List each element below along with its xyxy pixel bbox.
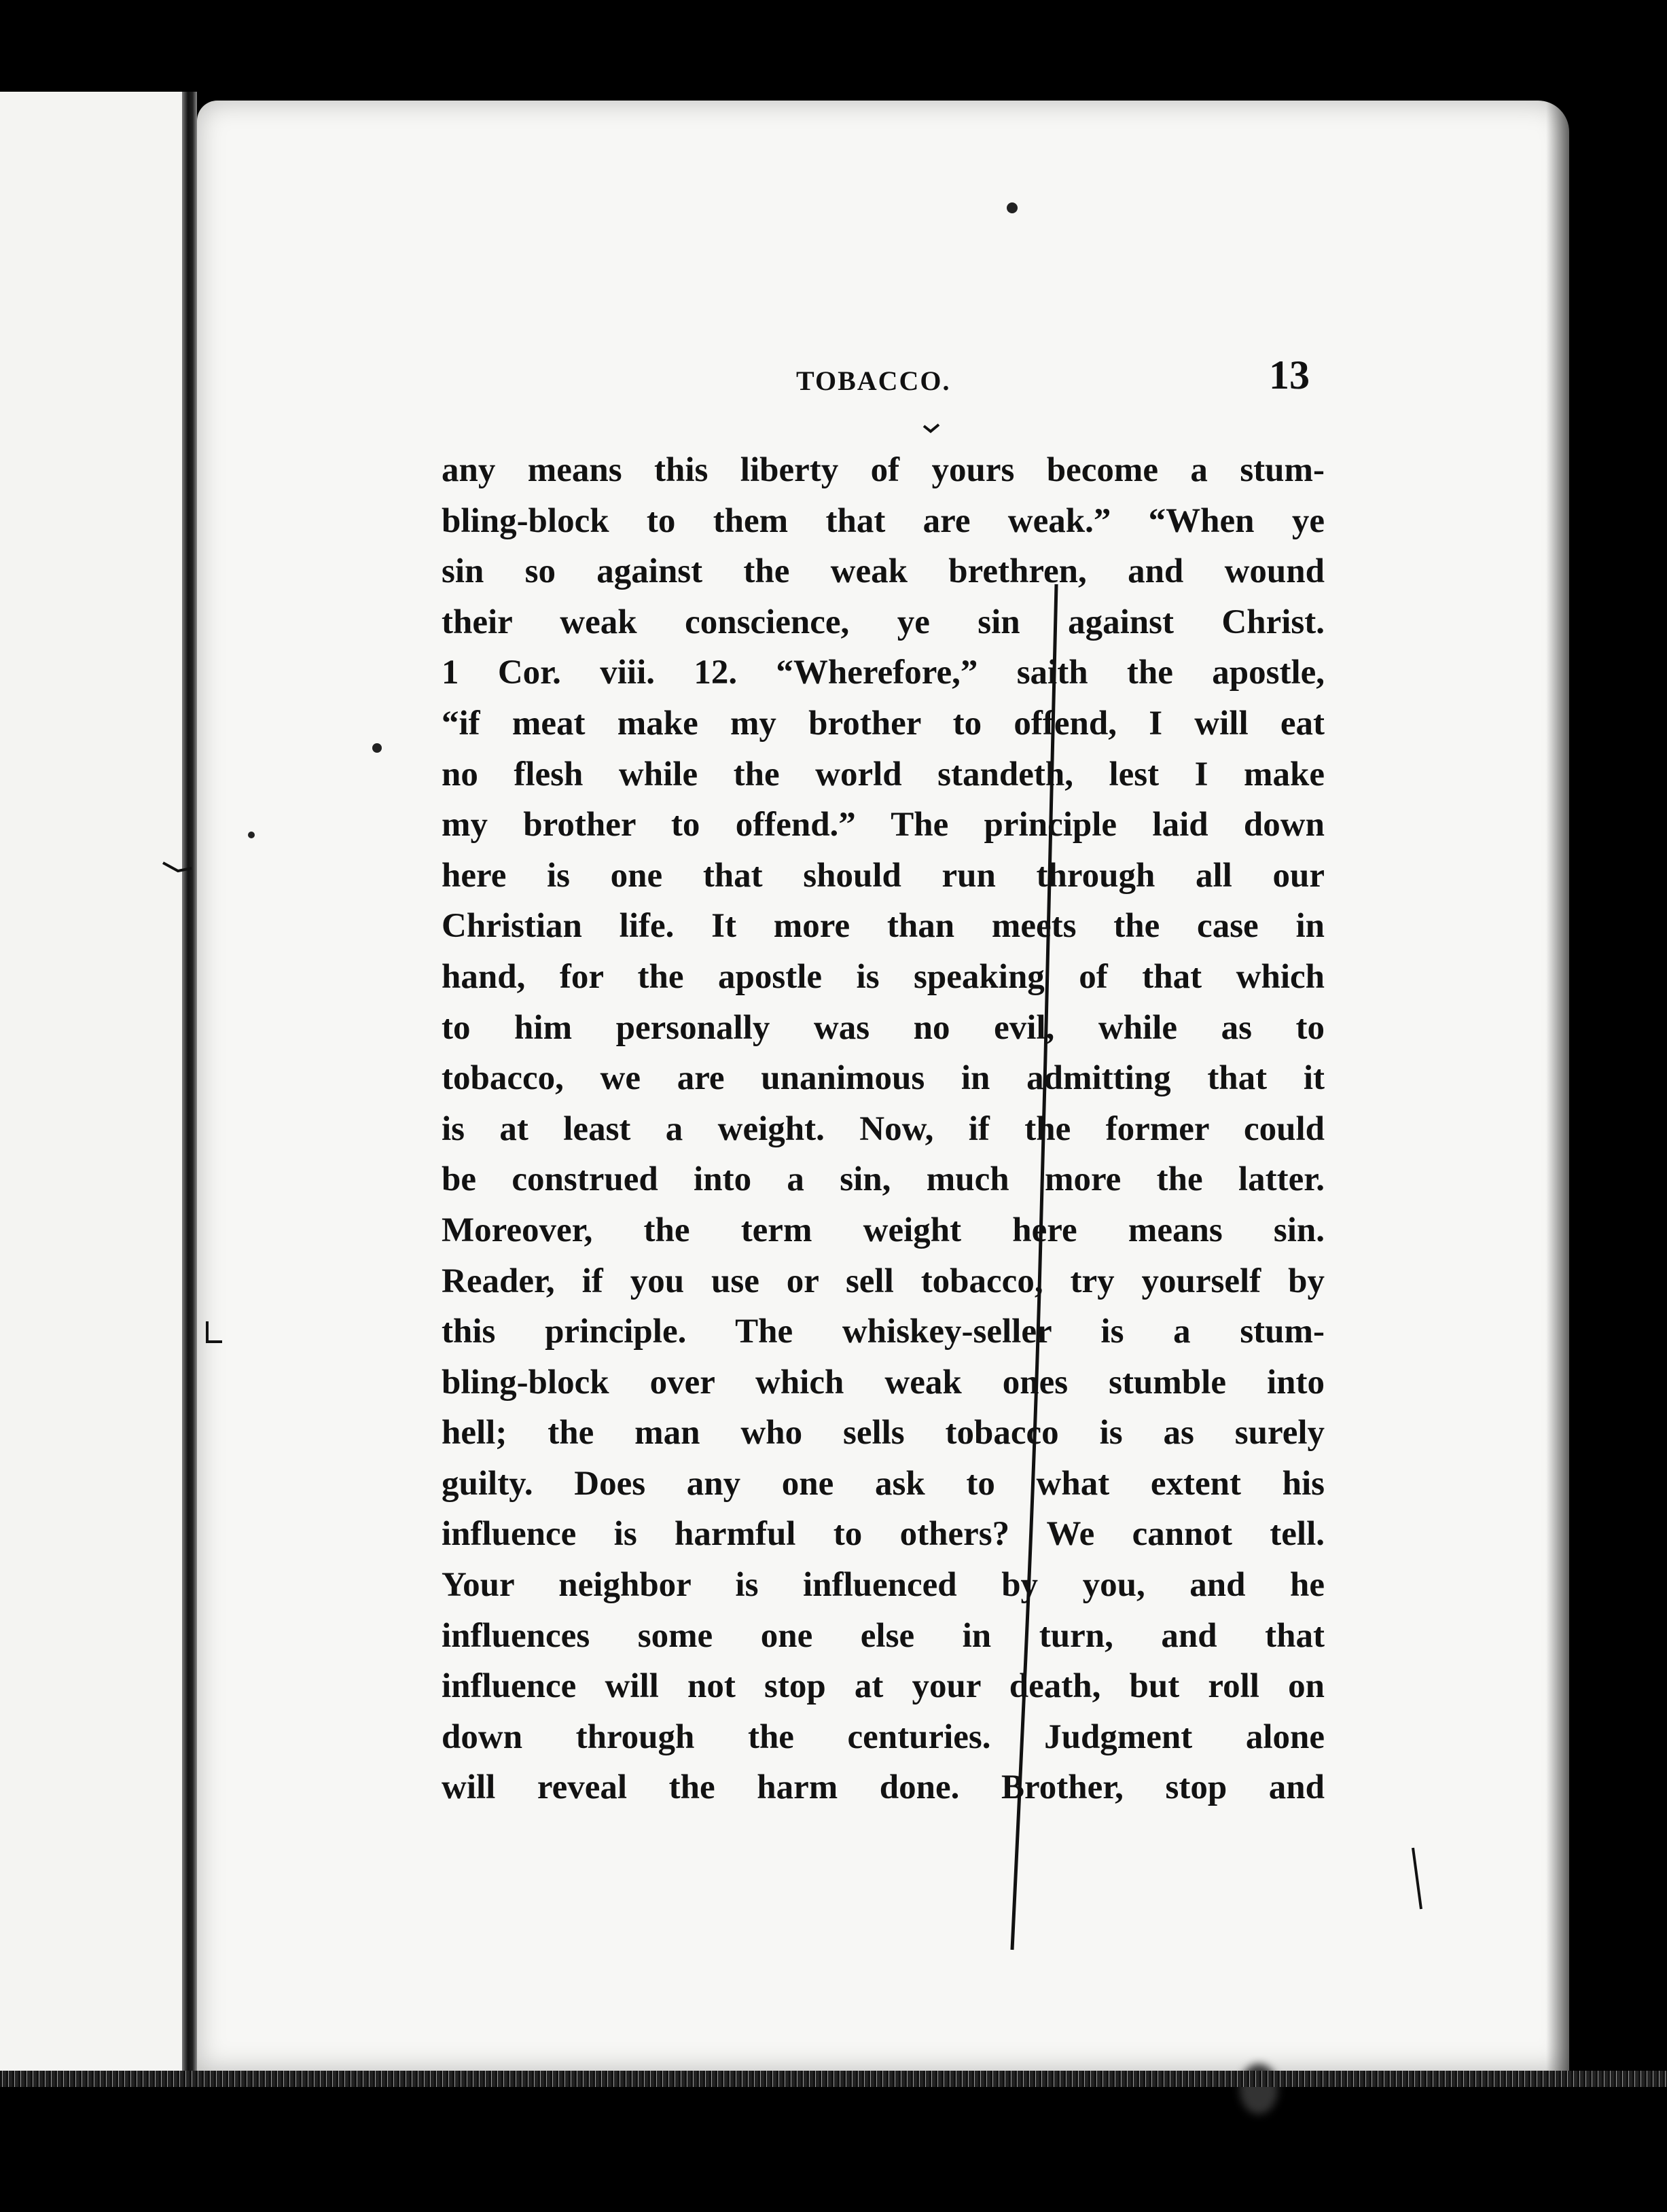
text-line: here is one that should run through all our xyxy=(442,856,1325,895)
text-line: Christian life. It more than meets the case in xyxy=(442,907,1325,946)
text-line: “if meat make my brother to offend, I will eat xyxy=(442,704,1325,743)
page-number: 13 xyxy=(1269,353,1310,397)
text-line: influence is harmful to others? We cannot tell. xyxy=(442,1515,1325,1554)
ink-speck xyxy=(1007,202,1018,213)
text-line: down through the centuries. Judgment alone xyxy=(442,1717,1325,1756)
text-line: guilty. Does any one ask to what extent his xyxy=(442,1464,1325,1503)
text-line: Moreover, the term weight here means sin. xyxy=(442,1211,1325,1249)
text-line: 1 Cor. viii. 12. “Wherefore,” saith the apostle, xyxy=(442,654,1325,692)
text-line: this principle. The whiskey-seller is a stum- xyxy=(442,1313,1325,1351)
text-line: influences some one else in turn, and that xyxy=(442,1616,1325,1655)
text-line: any means this liberty of yours become a stum- xyxy=(442,451,1325,489)
text-line: no flesh while the world standeth, lest I make xyxy=(442,755,1325,793)
facing-page-edge xyxy=(0,92,182,2072)
body-text xyxy=(442,445,1325,1813)
text-line: be construed into a sin, much more the latter. xyxy=(442,1160,1325,1199)
text-line: influence will not stop at your death, but roll on xyxy=(442,1667,1325,1706)
text-line: hand, for the apostle is speaking of that which xyxy=(442,957,1325,996)
text-line: bling-block to them that are weak.” “When ye xyxy=(442,501,1325,540)
text-line: Reader, if you use or sell tobacco, try yourself by xyxy=(442,1262,1325,1300)
ink-speck xyxy=(372,743,382,753)
running-head: TOBACCO. xyxy=(796,365,951,396)
text-line: bling-block over which weak ones stumble into xyxy=(442,1363,1325,1402)
text-line: sin so against the weak brethren, and wound xyxy=(442,552,1325,591)
text-line: Your neighbor is influenced by you, and he xyxy=(442,1566,1325,1605)
book-gutter xyxy=(182,92,197,2072)
text-line: will reveal the harm done. Brother, stop and xyxy=(442,1768,1325,1807)
ink-speck xyxy=(248,832,255,838)
text-line: is at least a weight. Now, if the former could xyxy=(442,1109,1325,1148)
text-line: tobacco, we are unanimous in admitting that it xyxy=(442,1059,1325,1098)
text-line: to him personally was no evil, while as to xyxy=(442,1008,1325,1047)
text-line: my brother to offend.” The principle laid down xyxy=(442,806,1325,844)
text-line: their weak conscience, ye sin against Christ. xyxy=(442,603,1325,641)
scan-edge xyxy=(0,2071,1667,2087)
text-line: hell; the man who sells tobacco is as surely xyxy=(442,1414,1325,1452)
